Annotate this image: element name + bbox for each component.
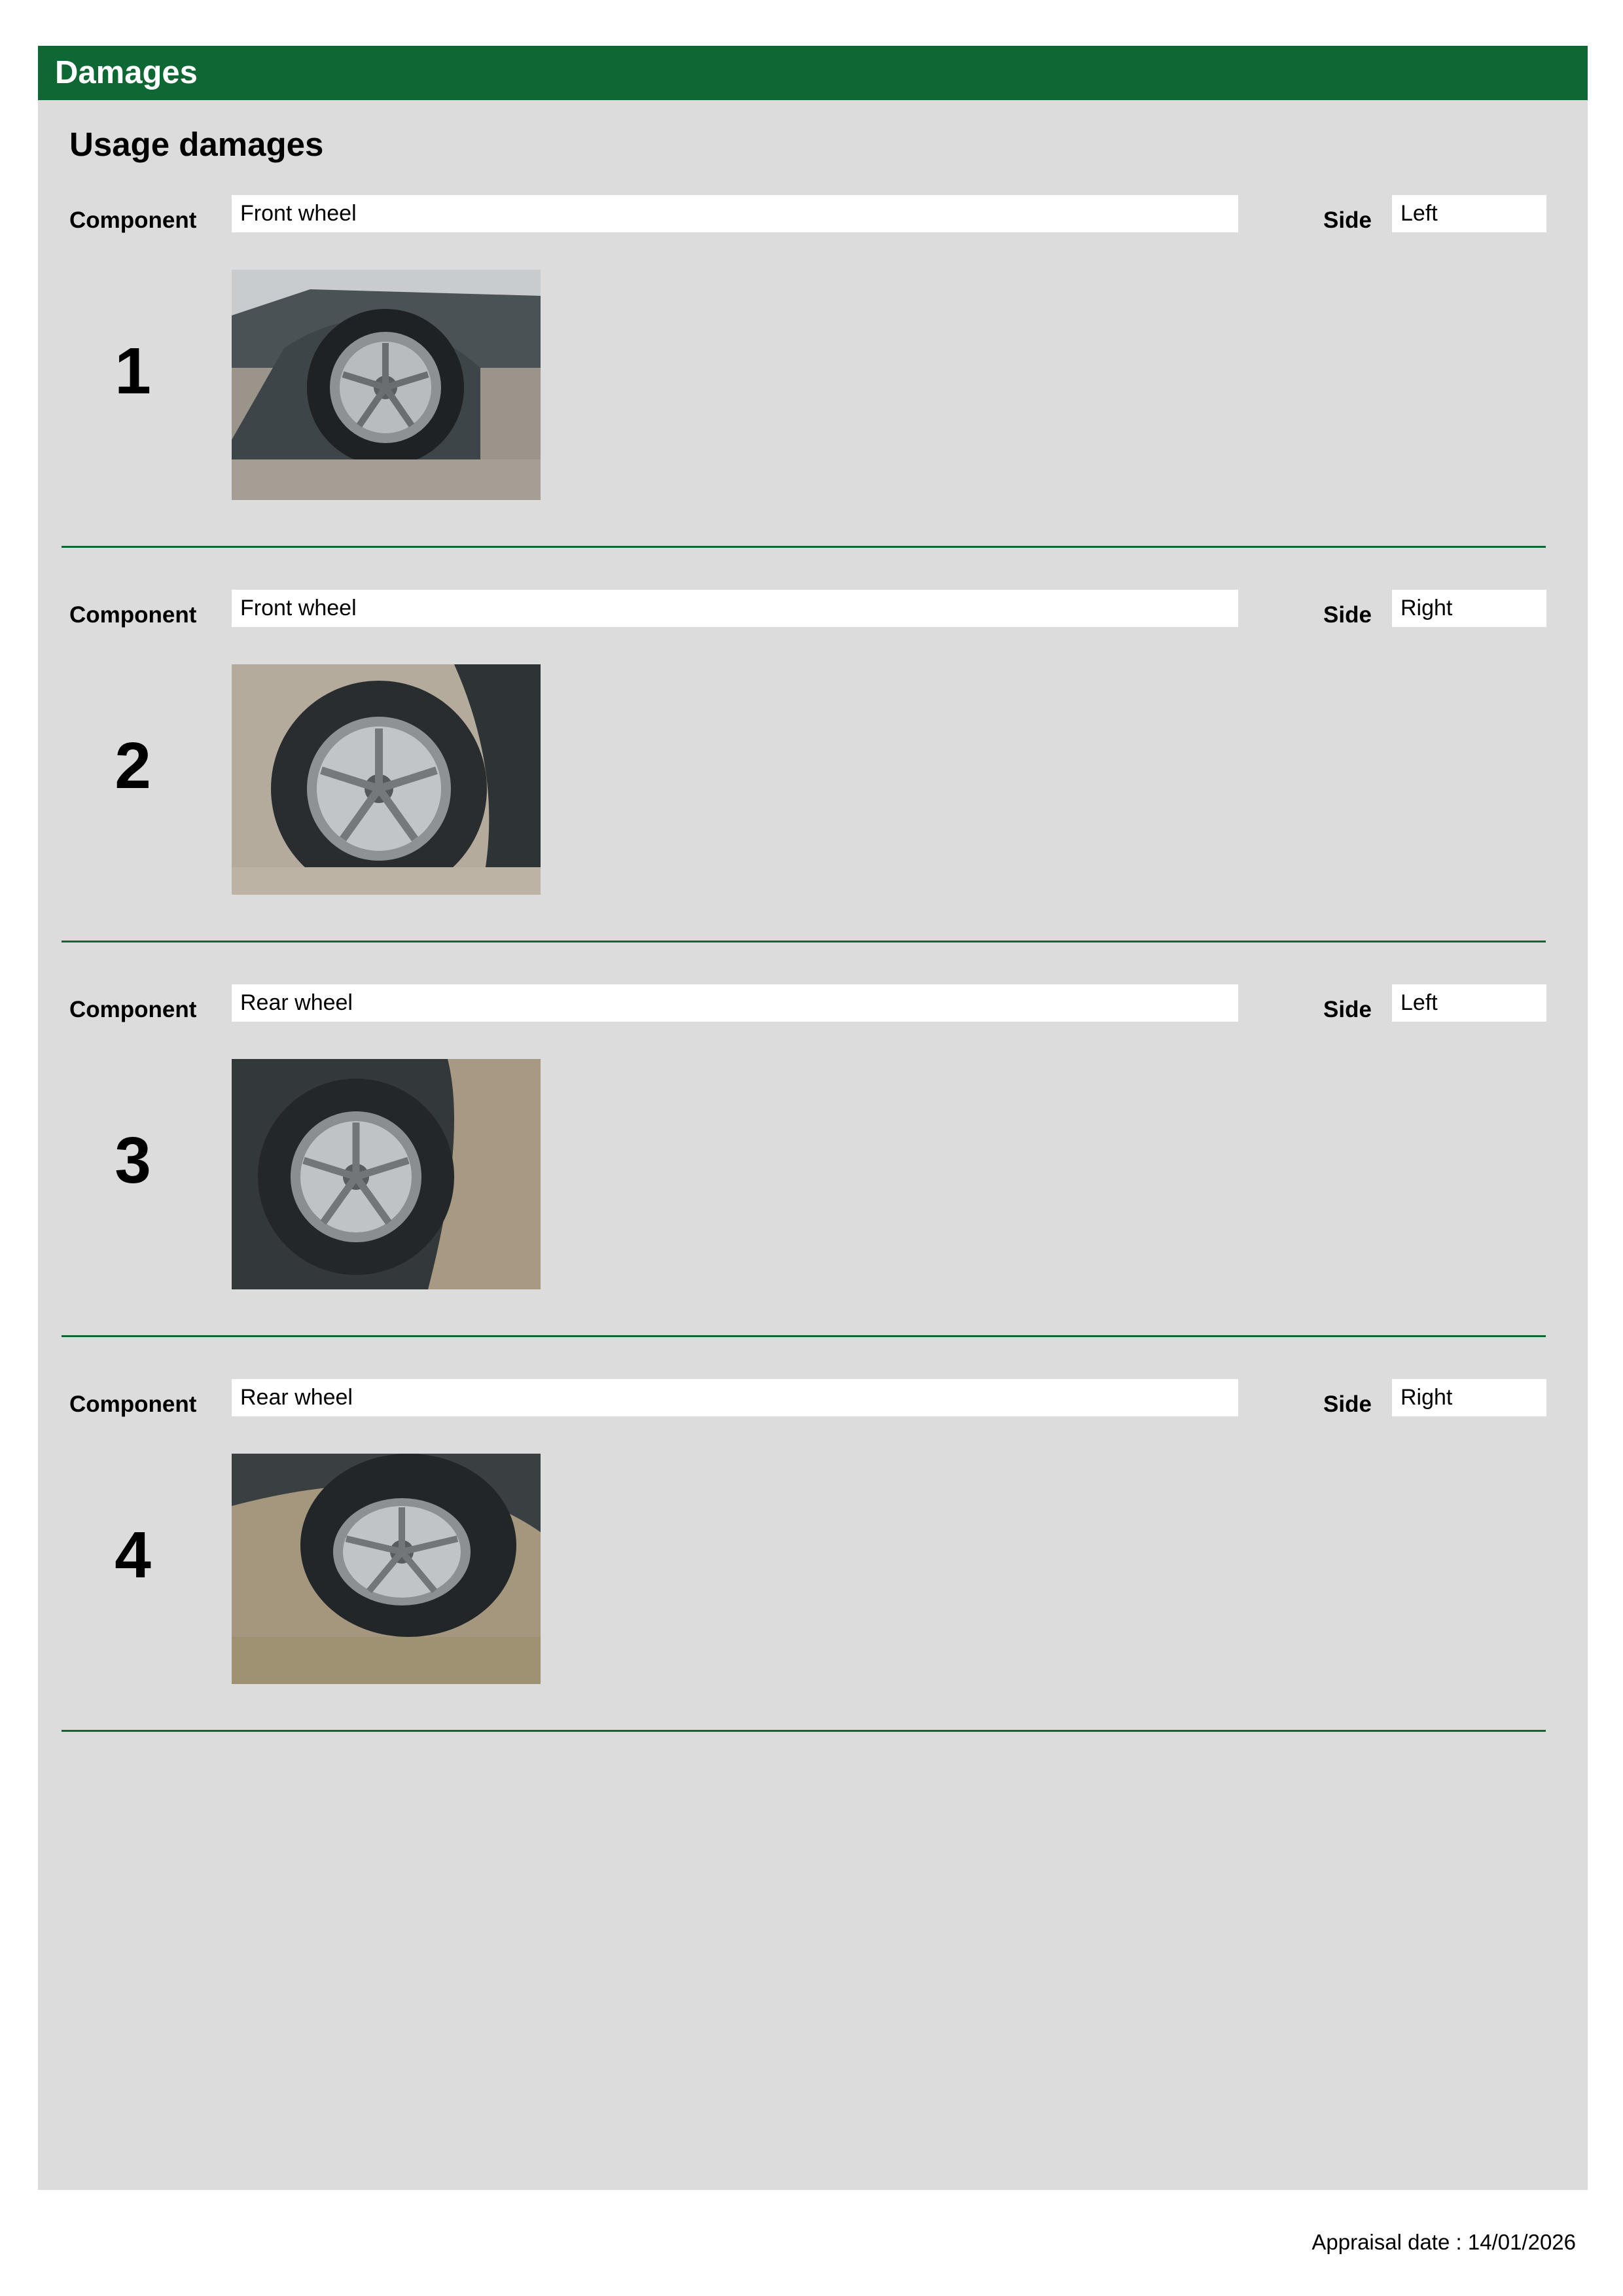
damage-number: 1	[115, 334, 151, 408]
component-label: Component	[69, 1391, 197, 1417]
page-header: Damages	[38, 46, 1588, 100]
component-field: Front wheel	[232, 195, 1238, 232]
component-field: Rear wheel	[232, 1379, 1238, 1416]
side-field: Right	[1392, 590, 1546, 627]
item-divider	[62, 1335, 1546, 1337]
wheel-photo-image	[232, 1059, 541, 1289]
side-field: Left	[1392, 195, 1546, 232]
item-divider	[62, 1730, 1546, 1732]
damage-number: 3	[115, 1124, 151, 1197]
item-divider	[62, 941, 1546, 942]
component-label: Component	[69, 602, 197, 628]
wheel-photo-image	[232, 1454, 541, 1684]
damage-item	[38, 1357, 1588, 1752]
damage-item	[38, 963, 1588, 1357]
side-label: Side	[1323, 1391, 1372, 1417]
component-label: Component	[69, 207, 197, 233]
side-field: Left	[1392, 984, 1546, 1022]
side-field: Right	[1392, 1379, 1546, 1416]
wheel-photo-image	[232, 270, 541, 500]
side-label: Side	[1323, 207, 1372, 233]
side-label: Side	[1323, 602, 1372, 628]
component-field: Front wheel	[232, 590, 1238, 627]
wheel-photo-image	[232, 664, 541, 895]
damage-number: 2	[115, 729, 151, 802]
damage-photo[interactable]	[232, 664, 541, 895]
section-title: Usage damages	[69, 126, 324, 163]
damage-item	[38, 568, 1588, 963]
damage-number: 4	[115, 1518, 151, 1592]
appraisal-date: Appraisal date : 14/01/2026	[1311, 2230, 1576, 2254]
damage-photo[interactable]	[232, 1454, 541, 1684]
side-label: Side	[1323, 997, 1372, 1022]
component-label: Component	[69, 997, 197, 1022]
damages-panel	[38, 100, 1588, 2190]
item-divider	[62, 546, 1546, 548]
damage-photo[interactable]	[232, 270, 541, 500]
damage-item	[38, 173, 1588, 568]
damage-photo[interactable]	[232, 1059, 541, 1289]
component-field: Rear wheel	[232, 984, 1238, 1022]
